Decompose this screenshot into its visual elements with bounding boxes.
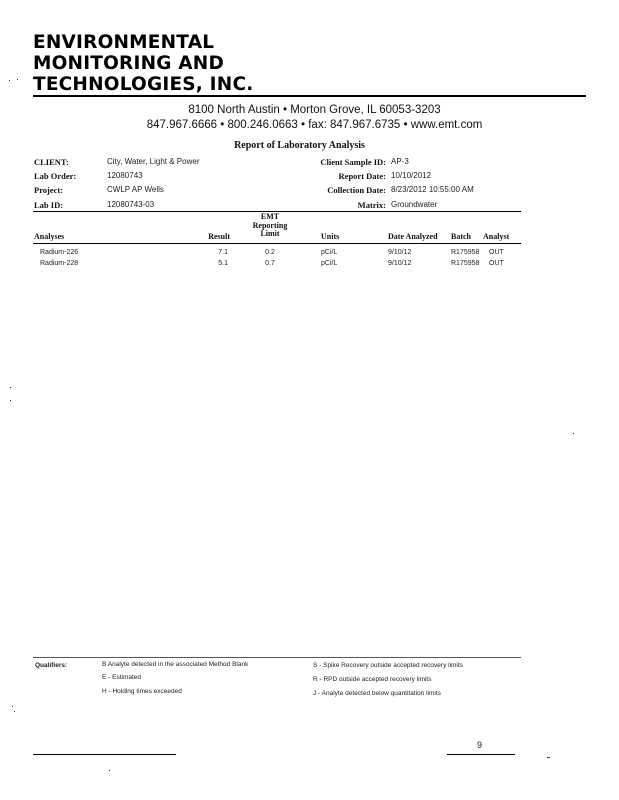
row-analyte: Radium-228	[40, 260, 79, 267]
row-date: 9/10/12	[388, 260, 412, 267]
table-header-rule	[33, 243, 521, 244]
table-row	[0, 260, 619, 270]
scan-speck	[17, 79, 18, 80]
client-label: CLIENT:	[34, 157, 69, 167]
table-row	[0, 249, 619, 259]
qualifier-j: J - Analyte detected below quantitation limits	[313, 690, 441, 697]
lab-id-label: Lab ID:	[34, 200, 64, 210]
company-address: 8100 North Austin • Morton Grove, IL 60053-3203	[188, 104, 441, 116]
col-limit-line-2: Reporting	[252, 220, 288, 230]
page-number-rule	[447, 754, 515, 755]
collection-date-label: Collection Date:	[327, 185, 386, 195]
qualifiers-rule	[33, 657, 521, 658]
client-value: City, Water, Light & Power	[107, 157, 200, 166]
company-name-line-2: MONITORING AND	[33, 53, 225, 74]
company-name-line-1: ENVIRONMENTAL	[33, 32, 215, 53]
row-batch: R175958	[451, 249, 480, 256]
sample-id-label: Client Sample ID:	[320, 157, 386, 167]
scan-speck	[12, 706, 13, 707]
qualifier-s: S - Spike Recovery outside accepted recovery limits	[313, 662, 463, 669]
scan-speck	[10, 387, 11, 388]
company-name	[33, 32, 253, 95]
report-title: Report of Laboratory Analysis	[234, 140, 365, 151]
sample-id-value: AP-3	[391, 157, 409, 166]
col-units: Units	[321, 232, 340, 241]
signature-line	[33, 754, 176, 755]
company-contact: 847.967.6666 • 800.246.0663 • fax: 847.967.6735 • www.emt.com	[146, 119, 483, 131]
row-limit: 0.7	[265, 260, 275, 267]
header-rule	[33, 95, 586, 97]
row-analyst: OUT	[489, 249, 504, 256]
col-limit-line-1: EMT	[260, 212, 280, 221]
project-value: CWLP AP Wells	[107, 185, 164, 194]
company-name-line-3: TECHNOLOGIES, INC.	[33, 74, 254, 95]
scan-speck	[109, 770, 110, 771]
row-analyst: OUT	[489, 260, 504, 267]
row-units: pCi/L	[321, 260, 338, 267]
report-date-value: 10/10/2012	[391, 171, 432, 180]
row-date: 9/10/12	[388, 249, 412, 256]
col-date-analyzed: Date Analyzed	[388, 232, 438, 241]
row-result: 5.1	[218, 260, 228, 267]
matrix-value: Groundwater	[391, 200, 438, 209]
scan-speck	[10, 400, 11, 401]
col-limit	[238, 213, 302, 239]
row-result: 7.1	[218, 249, 228, 256]
col-batch: Batch	[451, 232, 471, 241]
row-batch: R175958	[451, 260, 480, 267]
scan-speck	[573, 433, 574, 434]
col-limit-line-3: Limit	[260, 229, 280, 238]
col-analyses: Analyses	[34, 232, 65, 241]
page-number: 9	[477, 740, 483, 750]
lab-order-value: 12080743	[107, 171, 143, 180]
row-units: pCi/L	[321, 249, 338, 256]
scan-speck	[9, 80, 10, 81]
qualifier-b: B Analyte detected in the associated Method Blank	[102, 661, 249, 668]
col-analyst: Analyst	[483, 232, 510, 241]
lab-order-label: Lab Order:	[34, 171, 77, 181]
collection-date-value: 8/23/2012 10:55:00 AM	[391, 185, 474, 194]
qualifier-h: H - Holding times exceeded	[102, 688, 182, 695]
matrix-label: Matrix:	[357, 200, 386, 210]
report-date-label: Report Date:	[338, 171, 386, 181]
qualifier-r: R - RPD outside accepted recovery limits	[313, 676, 432, 683]
qualifiers-label: Qualifiers:	[35, 662, 68, 669]
lab-id-value: 12080743-03	[107, 200, 155, 209]
scan-speck	[547, 757, 550, 758]
row-limit: 0.2	[265, 249, 275, 256]
qualifier-e: E - Estimated	[102, 674, 142, 681]
col-result: Result	[208, 232, 230, 241]
scan-speck	[14, 711, 15, 712]
row-analyte: Radium-226	[40, 249, 79, 256]
project-label: Project:	[34, 185, 64, 195]
